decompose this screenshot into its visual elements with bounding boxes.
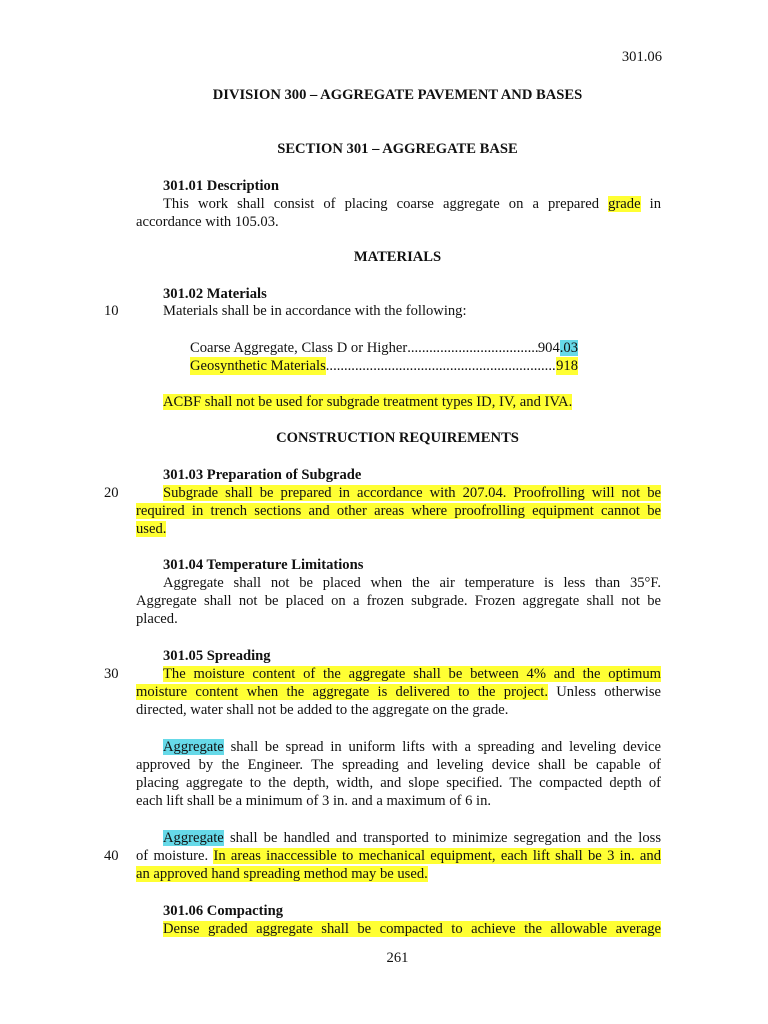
para-301-04-line2: Aggregate shall not be placed on a frozen subgrade. Frozen aggregate shall not be: [136, 593, 661, 609]
heading-301-01: 301.01 Description: [163, 178, 279, 194]
para-301-05-p2-line2: approved by the Engineer. The spreading and leveling device shall be capable of: [136, 757, 661, 773]
para-301-05-p2-line1: [163, 738, 661, 756]
para-301-03-line3: [136, 520, 166, 538]
para-301-03-line1: [163, 484, 661, 502]
heading-301-05: 301.05 Spreading: [163, 648, 271, 664]
para-301-05-p3-line2: [136, 847, 661, 865]
item-label: Coarse Aggregate, Class D or Higher: [190, 340, 408, 356]
para-301-05-p1-line2: [136, 683, 661, 701]
heading-301-06: 301.06 Compacting: [163, 903, 283, 919]
highlight: Subgrade shall be prepared in accordance with 207.04. Proofrolling will not be: [163, 485, 661, 501]
materials-item: [190, 357, 578, 375]
para-301-05-p2-line3: placing aggregate to the depth, width, and slope specified. The compacted depth of: [136, 775, 661, 791]
materials-heading: MATERIALS: [353, 249, 442, 265]
para-301-03-line2: [136, 502, 661, 520]
text: shall be handled and transported to minimize segregation and the loss: [229, 830, 661, 846]
heading-301-02: 301.02 Materials: [163, 286, 267, 302]
highlight: Dense graded aggregate shall be compacted to achieve the allowable average: [163, 921, 661, 937]
acbf-note: [163, 393, 572, 411]
section-title: SECTION 301 – AGGREGATE BASE: [277, 141, 518, 157]
text: 904: [537, 340, 560, 356]
para-301-05-p1-line3: directed, water shall not be added to the aggregate on the grade.: [136, 702, 509, 718]
line-number: 10: [104, 303, 119, 319]
highlight: moisture content when the aggregate is delivered to the project.: [136, 684, 548, 700]
para-301-01-line2: accordance with 105.03.: [136, 214, 279, 230]
highlight: In areas inaccessible to mechanical equipment, each lift shall be 3 in. and: [213, 848, 662, 864]
highlight: used.: [136, 521, 167, 537]
para-301-05-p2-line4: each lift shall be a minimum of 3 in. and a maximum of 6 in.: [136, 793, 492, 809]
highlight: grade: [608, 196, 641, 212]
leader-dots: [407, 339, 538, 357]
heading-301-04: 301.04 Temperature Limitations: [163, 557, 364, 573]
para-301-05-p1-line1: [163, 665, 661, 683]
text: in: [649, 196, 662, 212]
item-ref: 918: [556, 358, 578, 374]
text: Unless otherwise: [556, 684, 661, 700]
text: This work shall consist of placing coarse aggregate on a prepared: [163, 196, 600, 212]
para-301-04-line3: placed.: [136, 611, 178, 627]
text: of moisture.: [136, 848, 209, 864]
page-number: 261: [386, 950, 409, 966]
construction-heading: CONSTRUCTION REQUIREMENTS: [276, 430, 519, 446]
leader-dots: [326, 357, 556, 375]
para-301-04-line1: Aggregate shall not be placed when the air temperature is less than 35°F.: [163, 575, 661, 591]
item-ref: [538, 339, 578, 357]
text: shall be spread in uniform lifts with a spreading and leveling device: [230, 739, 662, 755]
page-ref: 301.06: [621, 49, 662, 65]
highlight: Aggregate: [163, 830, 224, 846]
highlight: The moisture content of the aggregate shall be between 4% and the optimum: [163, 666, 661, 682]
highlight: .03: [559, 340, 578, 356]
heading-301-03: 301.03 Preparation of Subgrade: [163, 467, 362, 483]
para-301-05-p3-line3: [136, 865, 428, 883]
materials-intro: Materials shall be in accordance with the following:: [163, 303, 467, 319]
item-label: Geosynthetic Materials: [190, 358, 326, 374]
highlight: an approved hand spreading method may be used.: [136, 866, 428, 882]
highlight: Aggregate: [163, 739, 224, 755]
materials-item: [190, 339, 578, 357]
highlight: ACBF shall not be used for subgrade treatment types ID, IV, and IVA.: [163, 394, 573, 410]
highlight: required in trench sections and other areas where proofrolling equipment cannot be: [136, 503, 661, 519]
line-number: 40: [104, 848, 119, 864]
division-title: DIVISION 300 – AGGREGATE PAVEMENT AND BASES: [212, 87, 583, 103]
line-number: 30: [104, 666, 119, 682]
para-301-01-line1: [163, 195, 661, 213]
line-number: 20: [104, 485, 119, 501]
para-301-05-p3-line1: [163, 829, 661, 847]
para-301-06-line1: [163, 920, 661, 938]
